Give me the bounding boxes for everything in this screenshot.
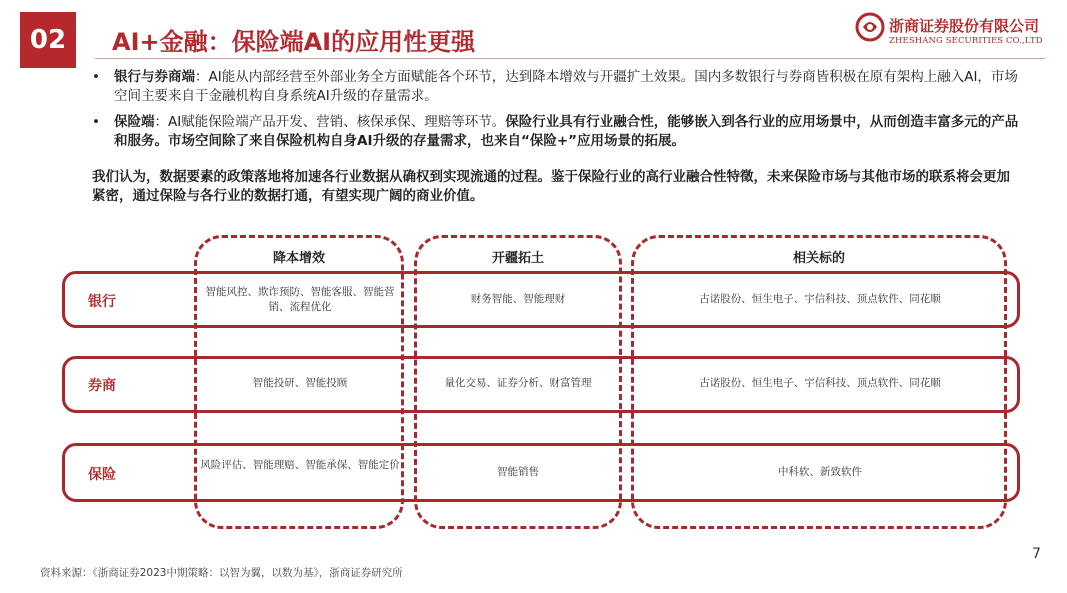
summary-paragraph: 我们认为，数据要素的政策落地将加速各行业数据从确权到实现流通的过程。鉴于保险行业的高行业融合性特徵，未来保险市场与其他市场的联系将会更加紧密，通过保险与各行业的数据打通，有望实现广阔的商业价值。 <box>92 169 1010 204</box>
bullet-text: ：AI赋能保险端产品开发、营销、核保承保、理赔等环节。 <box>154 114 506 130</box>
column-header: 相关标的 <box>792 251 845 266</box>
bullet-dot-icon: • <box>92 114 100 130</box>
row-label: 银行 <box>88 294 116 310</box>
bullet-text-emphasis: 保险行业具有行业融合性，能够嵌入到各行业的应用场景中，从而创造丰富多元的产品和服务。市场空间除了来自保险机构自身AI升级的存量需求，也来自“保险+”应用场景的拓展。 <box>114 114 1019 149</box>
table-cell: 智能投研、智能投顾 <box>252 377 348 389</box>
table-cell: 古诺股份、恒生电子、宇信科技、顶点软件、同花顺 <box>699 377 941 389</box>
row-label: 保险 <box>88 467 116 483</box>
table-cell: 中科软、新致软件 <box>778 466 862 478</box>
table-cell: 智能销售 <box>497 466 539 478</box>
bullet-heading: 银行与券商端 <box>114 69 195 85</box>
page-title: AI+金融：保险端AI的应用性更强 <box>112 28 476 56</box>
bullet-heading: 保险端 <box>114 114 155 130</box>
table-cell: 财务智能、智能理财 <box>470 293 566 305</box>
table-cell: 古诺股份、恒生电子、宇信科技、顶点软件、同花顺 <box>699 293 941 305</box>
column-header: 降本增效 <box>272 251 325 266</box>
table-cell: 量化交易、证券分析、财富管理 <box>444 377 592 389</box>
row-label: 券商 <box>88 378 116 394</box>
source-note: 资料来源：《浙商证券2023中期策略：以智为翼，以数为基》，浙商证券研究所 <box>40 567 403 579</box>
logo-chinese-name: 浙商证券股份有限公司 <box>889 17 1040 35</box>
bullet-dot-icon: • <box>92 69 100 85</box>
section-number-badge: 02 <box>20 12 76 68</box>
logo-english-name: ZHESHANG SECURITIES CO.,LTD <box>889 36 1043 46</box>
table-cell: 智能风控、欺诈预防、智能客服、智能营销、流程优化 <box>205 286 395 313</box>
table-cell: 风险评估、智能理赔、智能承保、智能定价 <box>200 459 400 471</box>
page-number: 7 <box>1032 546 1041 562</box>
bullet-text: ：AI能从内部经营至外部业务全方面赋能各个环节，达到降本增效与开疆扩土效果。国内多数银行与券商皆积极在原有架构上融入AI，市场空间主要来自于金融机构自身系统AI升级的存量需求。 <box>114 69 1018 104</box>
column-header: 开疆拓土 <box>491 251 544 266</box>
